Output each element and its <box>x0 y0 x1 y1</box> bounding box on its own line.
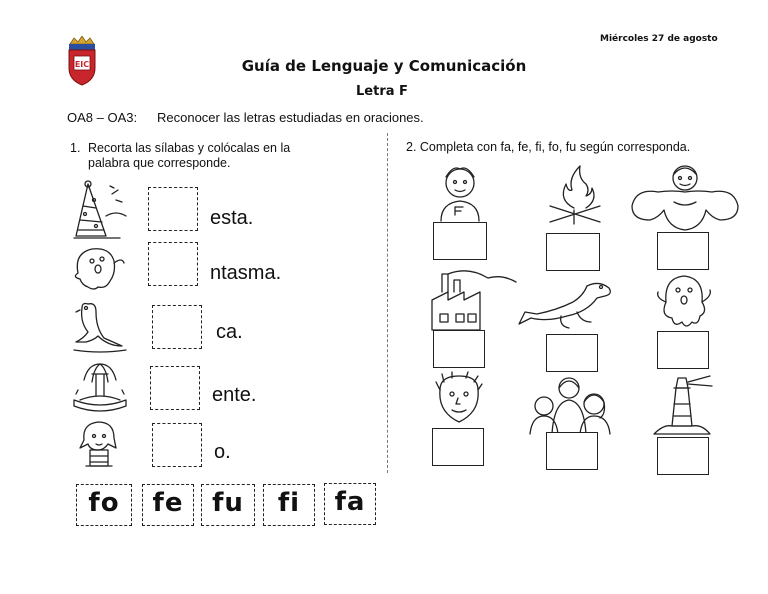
boy-icon <box>433 163 487 221</box>
word-blank-box[interactable] <box>152 423 202 467</box>
ghost-icon <box>654 272 714 330</box>
family-icon <box>524 374 614 434</box>
page-subtitle: Letra F <box>356 84 408 99</box>
ghost-icon <box>70 243 130 293</box>
page-title: Guía de Lenguaje y Comunicación <box>241 57 527 75</box>
pharaoh-icon <box>74 418 124 470</box>
objective-line <box>67 110 424 125</box>
activity1-line2: palabra que corresponde. <box>88 156 231 170</box>
activity1-number: 1. <box>70 141 81 155</box>
activity1-line1: Recorta las sílabas y colócalas en la <box>88 141 291 155</box>
factory-icon <box>428 270 518 332</box>
answer-box[interactable] <box>657 437 709 475</box>
word-ending: o. <box>214 441 231 463</box>
objective-text: Reconocer las letras estudiadas en oraciones. <box>157 110 424 125</box>
word-blank-box[interactable] <box>148 242 198 286</box>
objective-code: OA8 – OA3: <box>67 110 138 125</box>
answer-box[interactable] <box>657 331 709 369</box>
face-icon <box>432 372 486 426</box>
fountain-icon <box>70 360 130 412</box>
lighthouse-icon <box>650 374 714 438</box>
answer-box[interactable] <box>433 222 487 260</box>
answer-box[interactable] <box>657 232 709 270</box>
seal-icon <box>517 276 617 332</box>
word-ending: ente. <box>212 384 257 406</box>
activity2-instruction: 2. Completa con fa, fe, fi, fo, fu según corresponda. <box>406 140 691 154</box>
strongman-icon <box>628 162 742 234</box>
syllable-card-fe[interactable]: fe <box>142 484 194 526</box>
word-blank-box[interactable] <box>148 187 198 231</box>
party-hat-icon <box>70 180 130 240</box>
answer-box[interactable] <box>432 428 484 466</box>
answer-box[interactable] <box>433 330 485 368</box>
column-divider <box>387 133 388 473</box>
answer-box[interactable] <box>546 334 598 372</box>
answer-box[interactable] <box>546 432 598 470</box>
activity1-instruction <box>70 141 290 171</box>
syllable-card-fa[interactable]: fa <box>324 483 376 525</box>
word-ending: ca. <box>216 321 243 343</box>
date-label: Miércoles 27 de agosto <box>600 34 718 44</box>
word-ending: ntasma. <box>210 262 282 284</box>
syllable-card-fi[interactable]: fi <box>263 484 315 526</box>
bonfire-icon <box>546 164 604 226</box>
word-blank-box[interactable] <box>150 366 200 410</box>
seal-icon <box>70 298 130 354</box>
logo-text: EIC <box>74 60 90 69</box>
syllable-card-fu[interactable]: fu <box>201 484 255 526</box>
word-blank-box[interactable] <box>152 305 202 349</box>
word-ending: esta. <box>210 207 254 229</box>
syllable-card-fo[interactable]: fo <box>76 484 132 526</box>
answer-box[interactable] <box>546 233 600 271</box>
